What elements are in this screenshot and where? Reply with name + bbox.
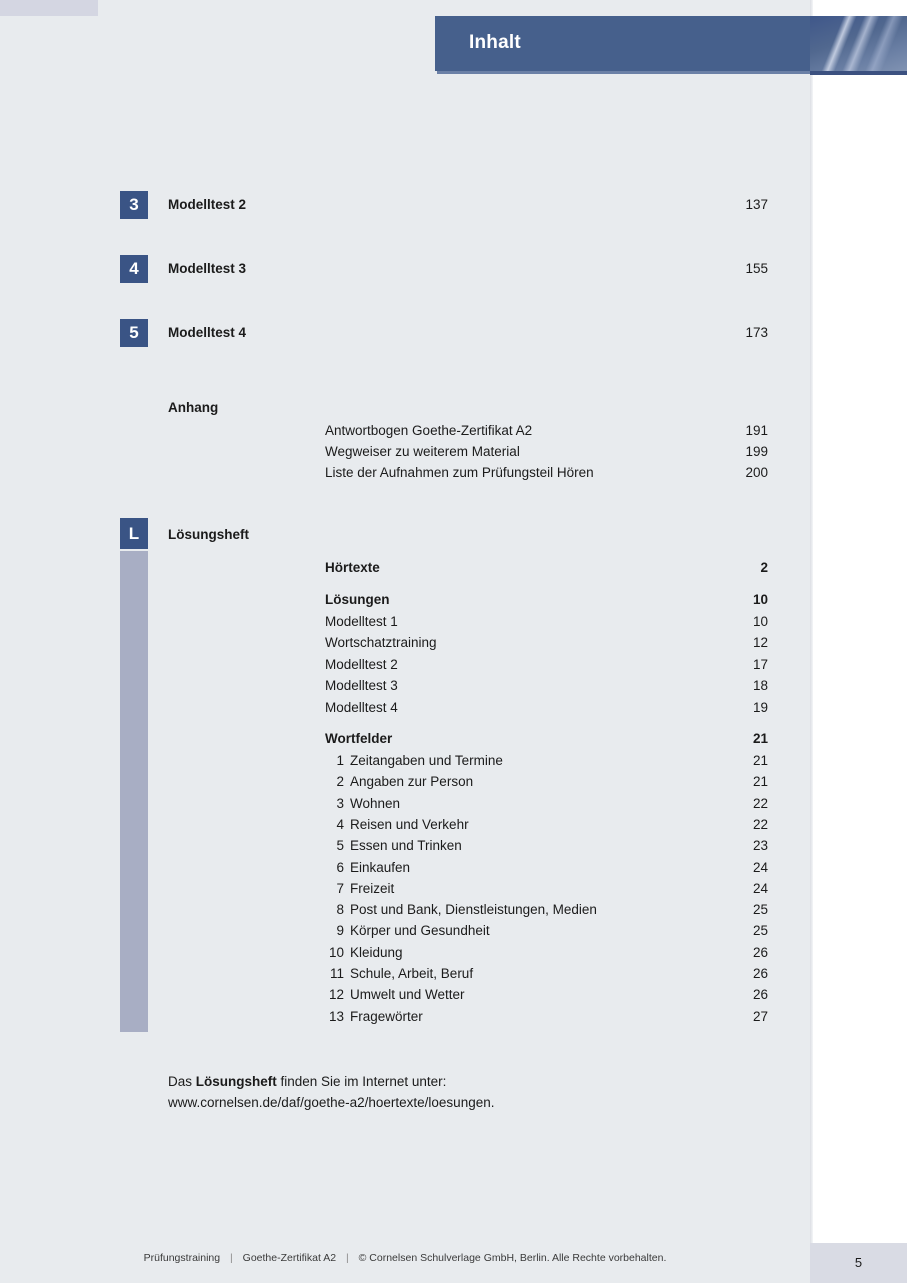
wortfeld-label: Fragewörter (350, 1009, 423, 1024)
entry-label: Wegweiser zu weiterem Material (325, 444, 520, 459)
note-line-1 (168, 1071, 494, 1092)
entry-page-number: 10 (752, 592, 768, 607)
wortfeld-label: Schule, Arbeit, Beruf (350, 966, 474, 981)
footer-exam: Goethe-Zertifikat A2 (242, 1252, 337, 1264)
chapter-row (120, 319, 768, 347)
right-white-margin (813, 0, 907, 1283)
note-text-pre: Das (168, 1074, 196, 1089)
wortfeld-page-number: 22 (752, 817, 768, 832)
page-footer (0, 1252, 810, 1264)
corner-tab-decoration (0, 0, 98, 16)
chapter-row (120, 191, 768, 219)
entry-label: Lösungen (325, 592, 390, 607)
entry-page-number: 10 (752, 614, 768, 629)
entry-page-number: 199 (745, 444, 768, 459)
chapter-page-number: 173 (745, 325, 768, 340)
wortfeld-label: Essen und Trinken (350, 838, 462, 853)
chapter-page-number: 155 (745, 261, 768, 276)
wortfeld-label: Kleidung (350, 945, 403, 960)
banner-photo-decoration (810, 16, 907, 74)
loesungsheft-marker: L (120, 518, 148, 549)
wortfeld-number: 1 (336, 753, 344, 768)
wortfeld-label: Wohnen (350, 796, 401, 811)
entry-page-number: 19 (752, 700, 768, 715)
loesungsheft-note (168, 1071, 494, 1113)
wortfeld-number: 13 (328, 1009, 344, 1024)
chapter-label: Modelltest 4 (168, 325, 247, 340)
wortfeld-page-number: 21 (752, 774, 768, 789)
wortfeld-number: 5 (336, 838, 344, 853)
wortfeld-number: 2 (336, 774, 344, 789)
entry-page-number: 191 (745, 423, 768, 438)
page-header-banner (435, 16, 810, 71)
note-url: www.cornelsen.de/daf/goethe-a2/hoertexte/loesungen. (168, 1095, 495, 1110)
wortfeld-number: 12 (328, 987, 344, 1002)
entry-label: Modelltest 4 (325, 700, 398, 715)
wortfeld-page-number: 22 (752, 796, 768, 811)
entry-label: Wortschatztraining (325, 635, 437, 650)
chapter-label: Modelltest 2 (168, 197, 247, 212)
loesungsheft-side-bar (120, 551, 148, 1032)
chapter-row (120, 255, 768, 283)
wortfeld-number: 4 (336, 817, 344, 832)
wortfeld-label: Angaben zur Person (350, 774, 474, 789)
entry-label: Antwortbogen Goethe-Zertifikat A2 (325, 423, 533, 438)
note-text-post: finden Sie im Internet unter: (276, 1074, 447, 1089)
wortfeld-label: Einkaufen (350, 860, 411, 875)
footer-separator-2: | (345, 1252, 349, 1264)
footer-separator-1: | (230, 1252, 233, 1264)
wortfeld-label: Reisen und Verkehr (350, 817, 469, 832)
entry-page-number: 12 (752, 635, 768, 650)
wortfeld-number: 7 (336, 881, 344, 896)
chapter-marker: 5 (120, 319, 148, 347)
entry-page-number: 17 (752, 657, 768, 672)
wortfeld-number: 8 (336, 902, 344, 917)
footer-copyright: © Cornelsen Schulverlage GmbH, Berlin. Alle Rechte vorbehalten. (358, 1252, 667, 1264)
footer-series: Prüfungstraining (143, 1252, 221, 1264)
wortfeld-page-number: 26 (752, 945, 768, 960)
wortfeld-number: 3 (336, 796, 344, 811)
wortfeld-page-number: 27 (752, 1009, 768, 1024)
entry-page-number: 200 (745, 465, 768, 480)
entry-label: Liste der Aufnahmen zum Prüfungsteil Hören (325, 465, 594, 480)
wortfeld-label: Post und Bank, Dienstleistungen, Medien (350, 902, 597, 917)
entry-page-number: 18 (752, 678, 768, 693)
loesungsheft-heading: Lösungsheft (168, 527, 249, 542)
note-text-bold: Lösungsheft (195, 1074, 277, 1089)
entry-page-number: 2 (760, 560, 768, 575)
wortfeld-page-number: 24 (752, 881, 768, 896)
chapter-page-number: 137 (745, 197, 768, 212)
wortfeld-page-number: 21 (752, 753, 768, 768)
chapter-marker: 4 (120, 255, 148, 283)
wortfeld-page-number: 25 (752, 902, 768, 917)
chapter-marker: 3 (120, 191, 148, 219)
wortfeld-number: 11 (329, 966, 344, 981)
wortfeld-page-number: 23 (752, 838, 768, 853)
banner-underline (437, 71, 810, 74)
entry-label: Modelltest 2 (325, 657, 398, 672)
wortfeld-page-number: 26 (752, 966, 768, 981)
wortfeld-label: Körper und Gesundheit (350, 923, 490, 938)
wortfeld-number: 9 (336, 923, 344, 938)
entry-label: Wortfelder (325, 731, 393, 746)
wortfeld-page-number: 26 (752, 987, 768, 1002)
wortfeld-label: Umwelt und Wetter (350, 987, 465, 1002)
banner-photo-footer-strip (810, 71, 907, 75)
wortfeld-page-number: 25 (752, 923, 768, 938)
wortfeld-number: 6 (336, 860, 344, 875)
page-title: Inhalt (469, 32, 521, 53)
chapter-label: Modelltest 3 (168, 261, 247, 276)
folio-page-number: 5 (810, 1243, 907, 1283)
wortfeld-number: 10 (328, 945, 344, 960)
wortfeld-label: Freizeit (350, 881, 395, 896)
anhang-heading: Anhang (168, 400, 219, 415)
wortfeld-page-number: 24 (752, 860, 768, 875)
entry-label: Modelltest 1 (325, 614, 398, 629)
entry-label: Hörtexte (325, 560, 380, 575)
entry-page-number: 21 (752, 731, 768, 746)
entry-label: Modelltest 3 (325, 678, 398, 693)
wortfeld-label: Zeitangaben und Termine (350, 753, 503, 768)
